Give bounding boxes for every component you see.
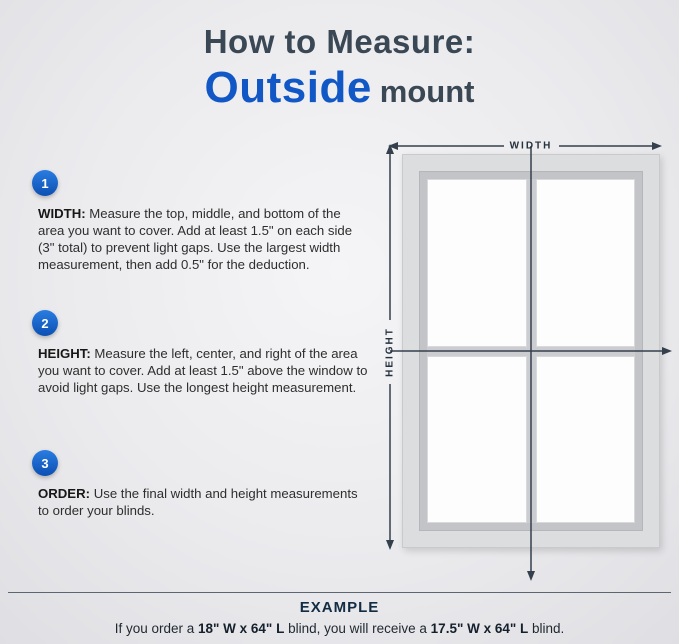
width-label: WIDTH: [509, 140, 553, 152]
step-text: [38, 205, 370, 274]
step-body: Use the final width and height measurements to order your blinds.: [38, 486, 358, 519]
height-label: HEIGHT: [384, 327, 396, 377]
center-vertical-arrow: [527, 146, 535, 581]
window-diagram: [380, 136, 679, 596]
step-text: [38, 345, 370, 396]
step-number-badge: 1: [32, 170, 58, 196]
step-item: [32, 450, 370, 519]
step-number-badge: 2: [32, 310, 58, 336]
example-text: [0, 621, 679, 636]
step-body: Measure the top, middle, and bottom of the area you want to cover. Add at least 1.5" on each side (3" total) to prevent light gaps. Use the largest width measurement, then add 0.5" for the deduction.: [38, 206, 353, 273]
title-accent: Outside: [204, 63, 372, 113]
example-receive-size: 17.5" W x 64" L: [430, 621, 529, 636]
example-heading: EXAMPLE: [299, 599, 380, 616]
step-item: [32, 170, 370, 274]
step-text: [38, 485, 370, 519]
step-label: WIDTH:: [38, 206, 86, 221]
title-rest: mount: [379, 74, 475, 110]
step-label: HEIGHT:: [38, 346, 91, 361]
measurement-arrows: [380, 136, 679, 596]
title-line2: [0, 64, 679, 112]
footer-divider: [8, 592, 671, 593]
example-order-size: 18" W x 64" L: [198, 621, 285, 636]
page-title: [0, 24, 679, 113]
step-number-badge: 3: [32, 450, 58, 476]
step-label: ORDER:: [38, 486, 91, 501]
step-item: [32, 310, 370, 396]
example-prefix: If you order a: [114, 621, 198, 636]
title-line1: How to Measure:: [203, 23, 476, 60]
example-middle: blind, you will receive a: [284, 621, 431, 636]
step-body: Measure the left, center, and right of the area you want to cover. Add at least 1.5" above the window to avoid light gaps. Use the longest height measurement.: [38, 346, 368, 396]
example-suffix: blind.: [528, 621, 565, 636]
